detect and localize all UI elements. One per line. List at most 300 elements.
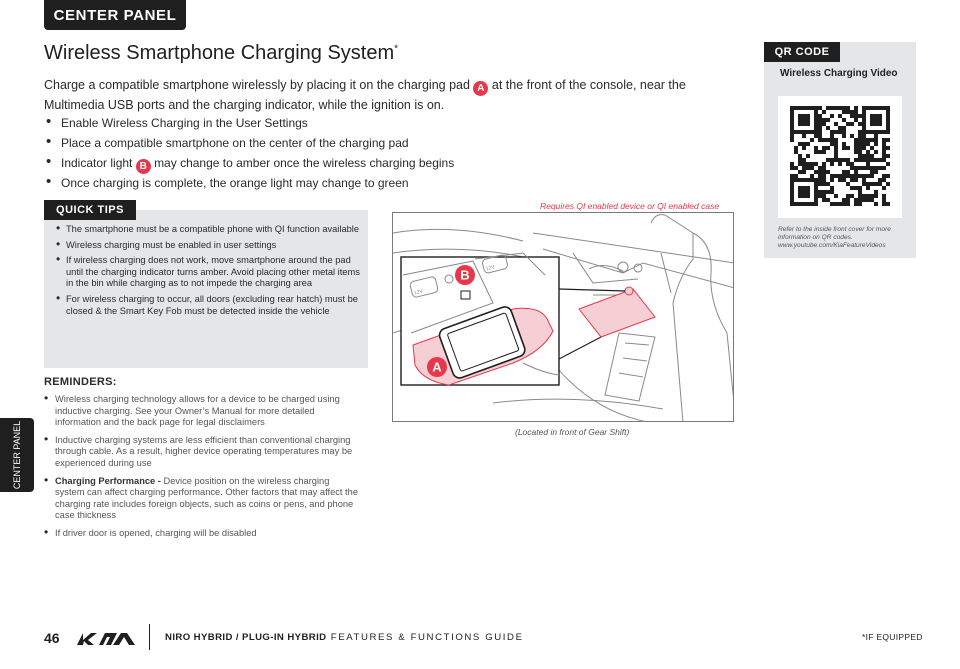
qr-module [882,158,886,162]
qr-module [886,138,890,142]
steps-list [44,114,454,194]
qr-module [790,182,794,186]
qr-module [874,134,878,138]
step-item [44,154,454,174]
qr-module [798,106,802,110]
qr-module [886,110,890,114]
qr-module [818,130,822,134]
qr-module [854,178,858,182]
qr-module [878,158,882,162]
qr-code-icon [778,96,902,218]
qr-module [814,194,818,198]
qr-module [842,126,846,130]
qr-module [790,118,794,122]
qr-module [818,178,822,182]
qr-module [854,158,858,162]
qr-module [846,202,850,206]
badge-a-text: A [432,359,442,375]
section-tab: CENTER PANEL [44,0,186,30]
qr-module [834,202,838,206]
qr-module [842,142,846,146]
qr-module [874,202,878,206]
qr-module [862,118,866,122]
qr-module [802,202,806,206]
page-number: 46 [44,630,60,646]
qr-module [830,202,834,206]
qr-module [822,118,826,122]
qr-module [878,178,882,182]
qr-module [850,110,854,114]
qr-module [818,118,822,122]
qr-module [850,178,854,182]
qr-module [794,146,798,150]
qr-module [802,122,806,126]
page-title [44,42,398,65]
qr-module [842,178,846,182]
qr-module [798,162,802,166]
qr-module [874,118,878,122]
quick-tips-list [56,224,364,321]
qr-module [802,178,806,182]
qr-module [834,158,838,162]
qr-module [870,166,874,170]
qr-module [854,138,858,142]
qr-module [834,146,838,150]
qr-module [822,162,826,166]
qr-module [802,162,806,166]
if-equipped-mark: * [394,43,399,55]
intro-part1: Charge a compatible smartphone wirelessly by placing it on the charging pad [44,78,470,92]
tip-item: • Wireless charging must be enabled in user settings [56,240,364,252]
qr-module [862,174,866,178]
qr-module [854,114,858,118]
qr-module [878,106,882,110]
qr-module [806,166,810,170]
qr-module [854,150,858,154]
badge-b-text: B [460,267,470,283]
qr-module [806,118,810,122]
console-drawing [393,213,734,422]
qr-module [862,194,866,198]
qr-module [842,146,846,150]
qr-module [790,134,794,138]
qr-module [818,174,822,178]
qr-module [790,122,794,126]
qr-module [886,126,890,130]
qr-module [870,154,874,158]
qr-module [842,198,846,202]
qr-module [846,182,850,186]
qr-module [806,154,810,158]
qr-module [862,110,866,114]
qr-module [882,202,886,206]
qr-module [790,178,794,182]
qr-module [790,198,794,202]
qr-module [862,146,866,150]
footer-guide-text: FEATURES & FUNCTIONS GUIDE [330,632,524,643]
qr-module [822,122,826,126]
qr-module [794,202,798,206]
reminder-bold-lead: Charging Performance - [55,475,161,486]
qr-module [798,178,802,182]
side-tab-label: CENTER PANEL [12,420,22,490]
qr-module [806,106,810,110]
qr-module [858,130,862,134]
qr-module [854,146,858,150]
qr-module [882,130,886,134]
qr-module [886,114,890,118]
qr-module [858,198,862,202]
qr-module [854,118,858,122]
qr-module [854,110,858,114]
qr-module [830,178,834,182]
qr-module [882,174,886,178]
qr-module [846,158,850,162]
qr-module [854,174,858,178]
qr-module [842,158,846,162]
qr-module [830,190,834,194]
qr-module [870,170,874,174]
qr-module [846,122,850,126]
qr-module [874,170,878,174]
qr-module [830,158,834,162]
qr-module [830,106,834,110]
qr-module [882,138,886,142]
qr-module [814,114,818,118]
qr-module [814,186,818,190]
qr-module [874,122,878,126]
qr-module [826,126,830,130]
qr-module [814,146,818,150]
qr-module [862,142,866,146]
qr-module [822,170,826,174]
qr-module [794,178,798,182]
qr-module [818,122,822,126]
qr-module [862,122,866,126]
qr-module [806,186,810,190]
qr-module [822,198,826,202]
qr-module [830,138,834,142]
qr-module [822,110,826,114]
qr-module [838,126,842,130]
qr-module [822,146,826,150]
qr-module [818,182,822,186]
qr-module [814,126,818,130]
qr-module [846,198,850,202]
qr-module [814,118,818,122]
qr-module [886,162,890,166]
qr-module [790,138,794,142]
qr-module [874,138,878,142]
tip-item: • If wireless charging does not work, move smartphone around the pad until the charging indicator turns amber. Avoid placing other metal items in the bin while charging as to not impede the charging area [56,255,364,290]
qr-module [886,130,890,134]
qr-module [858,122,862,126]
qr-module [810,178,814,182]
qr-module [806,162,810,166]
qr-module [870,122,874,126]
qr-module [850,162,854,166]
qr-module [858,142,862,146]
qr-module [826,146,830,150]
qr-module [854,170,858,174]
tip-item: • The smartphone must be a compatible phone with QI function available [56,224,364,236]
qr-module [874,106,878,110]
qr-module [806,142,810,146]
qr-module [862,106,866,110]
qr-module [886,182,890,186]
qr-module [862,154,866,158]
qr-module [838,178,842,182]
qr-module [846,162,850,166]
qr-module [882,194,886,198]
qr-module [818,194,822,198]
qr-code-image[interactable] [778,96,902,218]
qr-module [834,194,838,198]
qr-module [858,166,862,170]
qr-module [790,106,794,110]
qr-module [822,150,826,154]
qr-module [858,194,862,198]
footer-model: NIRO HYBRID / PLUG-IN HYBRID [165,632,327,643]
qr-module [886,122,890,126]
qr-module [870,114,874,118]
qr-module [814,150,818,154]
qr-module [874,166,878,170]
qr-module [790,130,794,134]
qr-module [822,182,826,186]
qr-module [830,186,834,190]
qr-module [874,114,878,118]
side-section-tab [0,418,34,492]
qr-module [790,186,794,190]
qr-module [862,158,866,162]
qr-module [838,106,842,110]
tip-item: • For wireless charging to occur, all doors (excluding rear hatch) must be closed & the Smart Key Fob must be detected inside the vehicle [56,294,364,317]
qr-module [850,134,854,138]
footer-divider [149,624,150,650]
qr-module [878,118,882,122]
qr-module [858,146,862,150]
qr-module [838,162,842,166]
qr-module [878,182,882,186]
qr-module [818,114,822,118]
qr-title: Wireless Charging Video [780,68,898,79]
reminder-item [44,476,358,522]
qr-module [834,154,838,158]
qr-module [790,162,794,166]
reminder-item: • Inductive charging systems are less efficient than conventional charging through cable. As a result, higher device operating temperatures may be experienced during use [44,435,358,470]
qr-module [846,170,850,174]
qr-module [802,130,806,134]
qr-module [866,130,870,134]
qr-module [830,174,834,178]
qr-module [838,174,842,178]
qr-module [830,134,834,138]
qr-module [806,178,810,182]
qr-module [846,106,850,110]
qr-note: Refer to the inside front cover for more information on QR codes. www.youtube.com/KiaFeatureVideos [778,226,891,249]
qr-module [802,194,806,198]
qr-module [874,150,878,154]
qr-module [830,142,834,146]
qr-module [814,162,818,166]
intro-part2: at the front of the console, near the Multimedia USB ports and the charging indicator, while the ignition is on. [44,78,686,112]
qr-module [850,122,854,126]
qr-module [854,106,858,110]
qr-module [794,166,798,170]
qr-module [830,114,834,118]
qr-module [794,106,798,110]
qr-module [822,190,826,194]
qr-module [882,106,886,110]
qr-module [882,150,886,154]
qr-module [834,106,838,110]
qr-module [798,194,802,198]
qr-module [886,118,890,122]
qr-module [794,150,798,154]
step-item: • Place a compatible smartphone on the center of the charging pad [44,134,454,154]
qr-module [858,114,862,118]
qr-module [866,194,870,198]
qr-module [814,178,818,182]
qr-module [818,166,822,170]
kia-logo [75,629,137,649]
qr-module [798,118,802,122]
qr-module [878,166,882,170]
qr-module [814,110,818,114]
qr-module [818,126,822,130]
qr-module [862,166,866,170]
qr-module [806,190,810,194]
step-item: • Enable Wireless Charging in the User Settings [44,114,454,134]
qr-module [862,114,866,118]
illustration-caption: (Located in front of Gear Shift) [515,427,630,437]
qr-module [834,150,838,154]
qr-module [834,174,838,178]
qr-module [842,202,846,206]
qr-module [838,158,842,162]
qr-module [878,114,882,118]
qr-module [798,154,802,158]
qr-module [870,158,874,162]
qr-module [882,166,886,170]
qr-module [790,174,794,178]
qr-module [854,186,858,190]
qr-module [882,146,886,150]
qr-module [882,198,886,202]
qr-module [790,190,794,194]
qr-module [818,134,822,138]
qr-module [850,114,854,118]
qr-module [866,182,870,186]
qr-module [826,106,830,110]
qr-module [882,186,886,190]
page-title-text: Wireless Smartphone Charging System [44,42,395,64]
qr-module [846,146,850,150]
qr-module [814,182,818,186]
qr-module [862,134,866,138]
reminder-item: • Wireless charging technology allows for a device to be charged using inductive charging. See your Owner’s Manual for more detailed information and the back page for legal disclaimers [44,394,358,429]
qr-module [802,170,806,174]
qr-module [842,170,846,174]
qr-module [854,198,858,202]
qr-module [866,138,870,142]
qr-module [862,198,866,202]
reminders-heading: REMINDERS: [44,376,117,388]
qr-module [798,122,802,126]
qr-module [882,154,886,158]
qr-module [790,202,794,206]
qr-module [870,198,874,202]
qr-module [850,174,854,178]
qr-module [862,138,866,142]
charging-indicator-icon [461,291,470,299]
qr-module [842,118,846,122]
badge-a-inline: A [473,81,488,96]
qr-module [810,166,814,170]
qr-module [794,130,798,134]
qr-module [866,162,870,166]
qr-module [798,114,802,118]
step3-pre: Indicator light [61,156,133,170]
qr-module [826,138,830,142]
qr-module [842,174,846,178]
qr-module [826,182,830,186]
qr-module [874,194,878,198]
qr-module [798,142,802,146]
qr-module [874,158,878,162]
qr-module [802,166,806,170]
qr-module [790,194,794,198]
qr-module [802,134,806,138]
if-equipped-note: *IF EQUIPPED [862,632,923,642]
qr-module [790,114,794,118]
qr-module [790,126,794,130]
qr-module [802,142,806,146]
quick-tips-label: QUICK TIPS [44,200,136,220]
qr-module [790,110,794,114]
qr-module [810,162,814,166]
qr-module [790,166,794,170]
qr-module [866,142,870,146]
qr-module [842,134,846,138]
qr-module [826,190,830,194]
qr-module [822,178,826,182]
qr-module [814,202,818,206]
qr-module [850,186,854,190]
qr-module [818,150,822,154]
step3-post: may change to amber once the wireless charging begins [154,156,455,170]
qr-module [818,106,822,110]
qr-module [886,106,890,110]
qr-module [814,170,818,174]
qr-module [826,198,830,202]
qr-module [798,202,802,206]
qr-module [858,134,862,138]
qr-module [830,162,834,166]
qr-module [874,182,878,186]
qr-module [806,122,810,126]
qr-module [814,106,818,110]
qr-module [806,114,810,118]
qr-module [798,130,802,134]
qr-module [798,170,802,174]
qr-module [886,174,890,178]
qr-module [834,130,838,134]
qr-module [870,182,874,186]
qr-module [838,202,842,206]
qr-module [834,122,838,126]
